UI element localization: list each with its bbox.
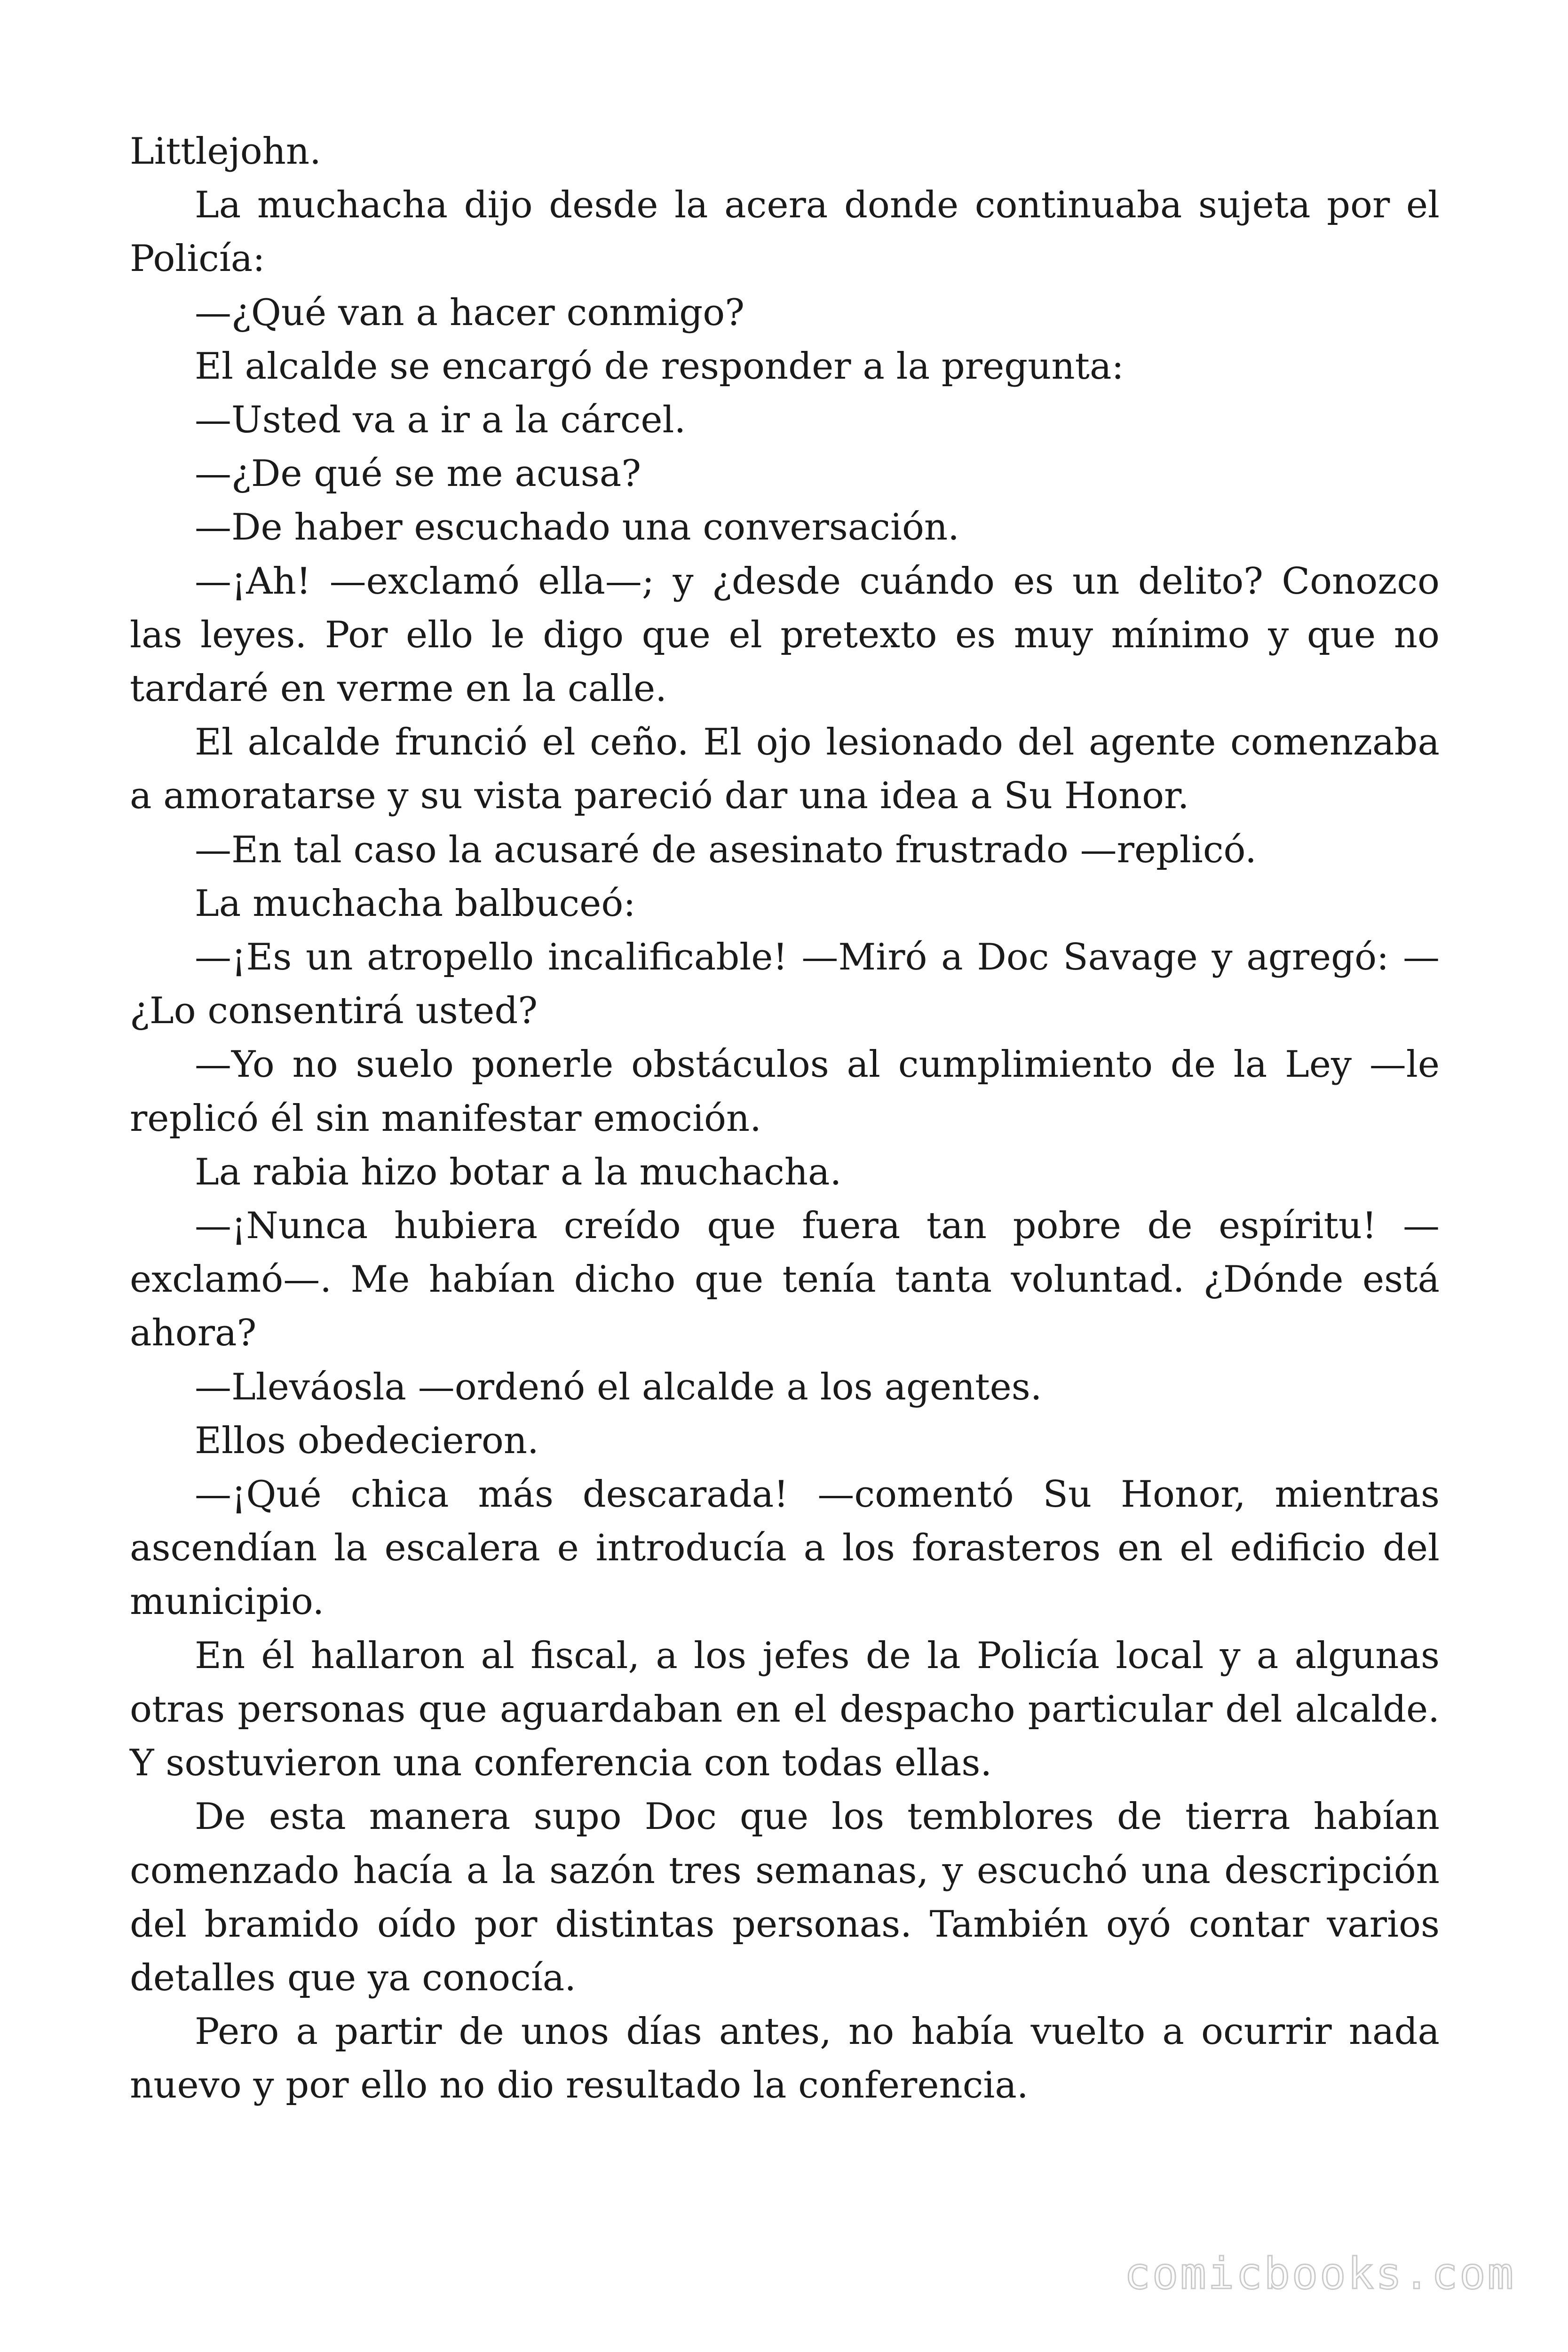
paragraph: Pero a partir de unos días antes, no había vuelto a ocurrir nada nuevo y por ello no dio resultado la conferencia. [130, 2010, 1440, 2107]
paragraph: —En tal caso la acusaré de asesinato frustrado —replicó. [195, 828, 1257, 871]
paragraph: —¡Nunca hubiera creído que fuera tan pobre de espíritu! — exclamó—. Me habían dicho que tenía tanta voluntad. ¿Dónde está ahora? [130, 1205, 1440, 1355]
paragraph: El alcalde se encargó de responder a la pregunta: [195, 345, 1124, 388]
watermark: comicbooks.com [1124, 2249, 1515, 2299]
paragraph: —De haber escuchado una conversación. [195, 506, 959, 549]
paragraph: —Yo no suelo ponerle obstáculos al cumplimiento de la Ley —le replicó él sin manifestar emoción. [130, 1043, 1440, 1140]
paragraph: En él hallaron al fiscal, a los jefes de la Policía local y a algunas otras personas que aguardaban en el despacho particular del alcalde. Y sostuvieron una conferencia con todas ellas. [130, 1634, 1440, 1785]
paragraph: La muchacha dijo desde la acera donde continuaba sujeta por el Policía: [130, 184, 1440, 280]
paragraph: Ellos obedecieron. [195, 1419, 539, 1462]
paragraph: —Lleváosla —ordenó el alcalde a los agentes. [195, 1366, 1042, 1408]
paragraph: El alcalde frunció el ceño. El ojo lesionado del agente comenzaba a amoratarse y su vista pareció dar una idea a Su Honor. [130, 721, 1440, 818]
paragraph: —¡Qué chica más descarada! —comentó Su Honor, mientras ascendían la escalera e introducía a los forasteros en el edificio del municipio. [130, 1473, 1440, 1623]
paragraph: La rabia hizo botar a la muchacha. [195, 1151, 842, 1193]
paragraph: —¡Ah! —exclamó ella—; y ¿desde cuándo es un delito? Conozco las leyes. Por ello le digo que el pretexto es muy mínimo y que no tardaré en verme en la calle. [130, 560, 1440, 710]
paragraph: La muchacha balbuceó: [195, 882, 636, 925]
paragraph: —Usted va a ir a la cárcel. [195, 399, 686, 442]
paragraph: Littlejohn. [130, 130, 321, 173]
paragraph: —¿Qué van a hacer conmigo? [195, 291, 745, 334]
paragraph: —¡Es un atropello incalificable! —Miró a Doc Savage y agregó: — ¿Lo consentirá usted? [130, 936, 1440, 1033]
paragraph: —¿De qué se me acusa? [195, 453, 641, 495]
paragraph: De esta manera supo Doc que los temblores de tierra habían comenzado hacía a la sazón tres semanas, y escuchó una descripción del bramido oído por distintas personas. También oyó contar varios detalles que ya conocía. [130, 1796, 1440, 1999]
body-text [130, 125, 1440, 2113]
